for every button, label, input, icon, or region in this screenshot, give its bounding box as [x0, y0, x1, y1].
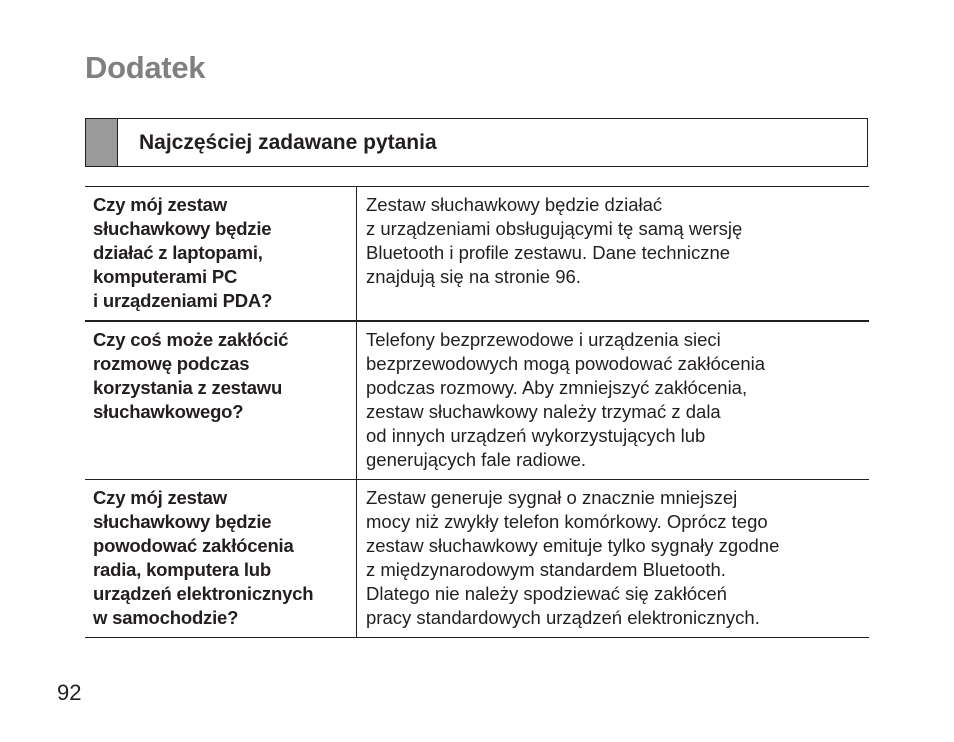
question-line: i urządzeniami PDA? [93, 290, 273, 311]
section-heading: Najczęściej zadawane pytania [139, 131, 437, 154]
answer-line: Zestaw generuje sygnał o znacznie mniejszej [366, 487, 738, 508]
faq-question [85, 187, 357, 322]
faq-row [85, 480, 869, 638]
answer-line: od innych urządzeń wykorzystujących lub [366, 425, 706, 446]
answer-line: Bluetooth i profile zestawu. Dane techniczne [366, 242, 731, 263]
answer-line: mocy niż zwykły telefon komórkowy. Oprócz tego [366, 511, 768, 532]
faq-answer [357, 480, 870, 638]
answer-line: zestaw słuchawkowy należy trzymać z dala [366, 401, 721, 422]
faq-question [85, 321, 357, 480]
answer-line: zestaw słuchawkowy emituje tylko sygnały zgodne [366, 535, 780, 556]
faq-answer [357, 321, 870, 480]
faq-row [85, 187, 869, 322]
question-line: działać z laptopami, [93, 242, 263, 263]
answer-line: Zestaw słuchawkowy będzie działać [366, 194, 663, 215]
answer-line: z międzynarodowym standardem Bluetooth. [366, 559, 726, 580]
answer-line: Dlatego nie należy spodziewać się zakłóceń [366, 583, 727, 604]
question-line: urządzeń elektronicznych [93, 583, 314, 604]
faq-answer [357, 187, 870, 322]
question-line: w samochodzie? [93, 607, 239, 628]
faq-row [85, 321, 869, 480]
question-line: powodować zakłócenia [93, 535, 294, 556]
question-line: Czy mój zestaw [93, 487, 227, 508]
question-line: rozmowę podczas [93, 353, 250, 374]
answer-line: podczas rozmowy. Aby zmniejszyć zakłócenia, [366, 377, 748, 398]
question-line: słuchawkowy będzie [93, 511, 272, 532]
section-marker [86, 119, 118, 166]
section-header [85, 118, 868, 167]
answer-line: znajdują się na stronie 96. [366, 266, 581, 287]
question-line: Czy coś może zakłócić [93, 329, 289, 350]
answer-line: Telefony bezprzewodowe i urządzenia sieci [366, 329, 721, 350]
faq-table [85, 186, 869, 638]
answer-line: pracy standardowych urządzeń elektronicznych. [366, 607, 760, 628]
answer-line: bezprzewodowych mogą powodować zakłócenia [366, 353, 766, 374]
page-number: 92 [57, 680, 82, 705]
faq-question [85, 480, 357, 638]
question-line: komputerami PC [93, 266, 238, 287]
question-line: radia, komputera lub [93, 559, 271, 580]
question-line: Czy mój zestaw [93, 194, 227, 215]
page-title: Dodatek [85, 50, 206, 85]
question-line: słuchawkowy będzie [93, 218, 272, 239]
question-line: słuchawkowego? [93, 401, 244, 422]
answer-line: generujących fale radiowe. [366, 449, 587, 470]
question-line: korzystania z zestawu [93, 377, 283, 398]
answer-line: z urządzeniami obsługującymi tę samą wersję [366, 218, 743, 239]
